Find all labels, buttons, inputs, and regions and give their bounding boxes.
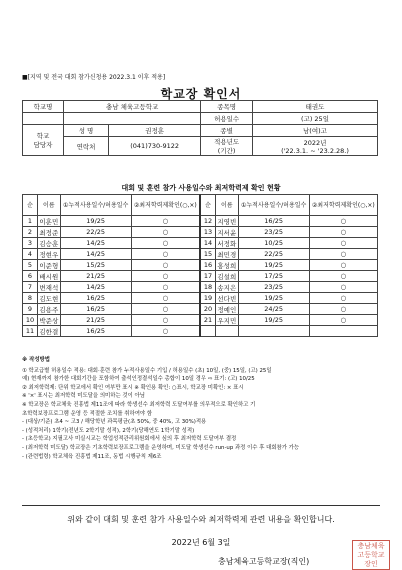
note-line: ※ '×' 표시는 최저학력 미도달을 의미하는 것이 아님 (22, 393, 145, 400)
roster-days-cell (238, 326, 309, 337)
roster-num-cell: 10 (23, 315, 38, 326)
roster-name-cell (216, 326, 239, 337)
roster-check-cell (309, 326, 377, 337)
roster-name-cell: 홍성희 (217, 261, 237, 270)
note-line: ① 학교급별 허용일수 적용: 대회·훈련 참가 누적사용일수 기입 / 허용일수 (초) 10일, (중) 15일, (고) 25일 (22, 367, 272, 374)
roster-days-cell: 19/25 (238, 293, 309, 304)
roster-check-cell: ○ (131, 304, 200, 315)
roster-num-cell: 6 (23, 271, 38, 282)
contact-value: (041)730-9122 (109, 137, 201, 156)
roster-num-cell: 3 (23, 238, 38, 249)
header-num: 순 (200, 195, 216, 216)
roster-name-cell: 최민경 (217, 250, 237, 259)
note-line: ② 최저학력제: 단위 학교에서 확인 여부만 표시 ※ 확인용 확인: ○표시, 학교장 미확인: × 표시 (22, 384, 244, 391)
roster-days-cell: 16/25 (238, 216, 309, 227)
roster-check-cell: ○ (131, 227, 200, 238)
roster-days-cell: 16/25 (60, 304, 131, 315)
roster-body (23, 216, 378, 337)
roster-name-cell: 우지민 (217, 316, 237, 325)
allowed-days-value: (고) 25일 (252, 113, 377, 125)
period-value: 2022년 ('22.3.1. ~ '23.2.28.) (252, 137, 377, 156)
roster-check-cell: ○ (131, 238, 200, 249)
header-name: 이름 (38, 195, 61, 216)
roster-days-cell: 22/25 (60, 227, 131, 238)
name-value: 권정훈 (109, 125, 201, 137)
roster-days-cell: 21/25 (60, 315, 131, 326)
roster-name-cell: 서정화 (217, 239, 237, 248)
roster-num-cell: 1 (23, 216, 38, 227)
empty-cell (23, 113, 64, 125)
roster-check-cell: ○ (131, 216, 200, 227)
note-line: - (최저학력 미도달) 학교장은 기초학력보장프로그램을 운영하며, 미도달 학생선수 run-up 과정 이수 후 대회참가 가능 (22, 444, 300, 451)
roster-name-cell: 송지은 (217, 283, 237, 292)
roster-check-cell: ○ (131, 249, 200, 260)
roster-days-cell: 14/25 (60, 238, 131, 249)
divider (22, 505, 380, 506)
roster-name-cell: 박준상 (39, 316, 59, 325)
roster-name-cell: 이준형 (39, 261, 59, 270)
gender-label: 종별 (201, 125, 253, 137)
roster-days-cell: 23/25 (238, 227, 309, 238)
note-line: 초학력보장프로그램 운영 등 적절한 조치를 취하여야 함 (22, 410, 153, 417)
roster-row (23, 238, 378, 249)
roster-days-cell: 19/25 (60, 216, 131, 227)
roster-row (23, 260, 378, 271)
roster-check-cell: ○ (309, 271, 377, 282)
roster-days-cell: 17/25 (238, 271, 309, 282)
roster-name-cell: 배시원 (39, 272, 59, 281)
roster-name-cell: 김용주 (39, 305, 59, 314)
note-line: 예) 현재까지 참가한 대회기간을 포함하여 출석인정결석일수 총합이 10일 경우 ⇨ 표기: (고) 10/25 (22, 376, 255, 383)
person-label: 학교 담당자 (23, 125, 64, 156)
roster-check-cell: ○ (309, 315, 377, 326)
contact-label: 연락처 (64, 137, 109, 156)
roster-num-cell: 8 (23, 293, 38, 304)
notes-heading: ※ 작성방법 (22, 357, 50, 363)
period-label: 적용년도 (기간) (201, 137, 253, 156)
roster-num-cell: 7 (23, 282, 38, 293)
roster-row (23, 326, 378, 337)
note-line: ※ 학교장은 학교체육 진흥법 제11조에 따라 학생선수 최저학력 도달여부를 의무적으로 확인하고 기 (22, 401, 256, 408)
roster-row (23, 249, 378, 260)
roster-num-cell: 11 (23, 326, 38, 337)
school-value: 충남 체육고등학교 (64, 101, 201, 113)
note-line: - (대상/기준) 초4 ~ 고3 / 해당학년 과목평균(초 50%, 중 40%, 고 30%)적용 (22, 419, 207, 426)
roster-name-cell: 김설희 (217, 272, 237, 281)
issue-date: 2022년 6월 3일 (171, 538, 231, 547)
school-label: 학교명 (23, 101, 64, 113)
document-title: 학교장 확인서 (160, 87, 242, 101)
roster-check-cell: ○ (309, 249, 377, 260)
confirm-statement: 위와 같이 대회 및 훈련 참가 사용일수와 최저학력제 관련 내용을 확인합니다. (67, 515, 335, 524)
empty-cell (64, 113, 201, 125)
roster-name-cell: 정현우 (39, 250, 59, 259)
roster-row (23, 227, 378, 238)
roster-num-cell: 2 (23, 227, 38, 238)
notes-section (22, 356, 382, 461)
roster-check-cell: ○ (309, 293, 377, 304)
header-days: ①누적사용일수/허용일수 (60, 195, 131, 216)
roster-num-cell: 17 (200, 271, 216, 282)
roster-num-cell: 16 (200, 260, 216, 271)
official-seal: 충남체육 고등학교 장인 (352, 540, 390, 570)
roster-days-cell: 16/25 (60, 326, 131, 337)
header-name: 이름 (216, 195, 239, 216)
roster-check-cell: ○ (131, 315, 200, 326)
event-label: 종목명 (201, 101, 253, 113)
roster-name-cell: 최정준 (39, 228, 59, 237)
roster-days-cell: 24/25 (238, 304, 309, 315)
roster-name-cell: 김도현 (39, 294, 59, 303)
roster-days-cell: 10/25 (238, 238, 309, 249)
roster-check-cell: ○ (309, 260, 377, 271)
roster-check-cell: ○ (309, 238, 377, 249)
info-table (22, 100, 378, 156)
roster-row (23, 315, 378, 326)
roster-check-cell: ○ (309, 282, 377, 293)
header-days: ①누적사용일수/허용일수 (238, 195, 309, 216)
allowed-days-label: 허용일수 (201, 113, 253, 125)
roster-check-cell: ○ (309, 304, 377, 315)
note-line: - (관련법령) 학교체육 진흥법 제11조, 동법 시행규칙 제6조 (22, 453, 162, 460)
roster-days-cell: 19/25 (238, 315, 309, 326)
roster-row (23, 271, 378, 282)
note-line: - (성적처리) 1학기(전년도 2학기말 성적), 2학기(당해연도 1학기말 성적) (22, 427, 195, 434)
roster-name-cell: 김한결 (39, 327, 59, 336)
roster-num-cell: 9 (23, 304, 38, 315)
roster-num-cell: 14 (200, 238, 216, 249)
name-label: 성 명 (64, 125, 109, 137)
roster-table (22, 194, 378, 337)
roster-days-cell: 22/25 (238, 249, 309, 260)
header-num: 순 (23, 195, 38, 216)
roster-row (23, 304, 378, 315)
roster-days-cell: 19/25 (238, 260, 309, 271)
roster-num-cell: 18 (200, 282, 216, 293)
roster-days-cell: 16/25 (60, 293, 131, 304)
roster-row (23, 282, 378, 293)
roster-days-cell: 15/25 (60, 260, 131, 271)
roster-num-cell: 4 (23, 249, 38, 260)
roster-name-cell: 선다빈 (217, 294, 237, 303)
roster-name-cell: 김승훈 (39, 239, 59, 248)
roster-name-cell: 지서윤 (217, 228, 237, 237)
event-value: 태권도 (252, 101, 377, 113)
roster-num-cell: 20 (200, 304, 216, 315)
roster-row (23, 216, 378, 227)
roster-days-cell: 23/25 (238, 282, 309, 293)
roster-check-cell: ○ (309, 227, 377, 238)
roster-num-cell: 12 (200, 216, 216, 227)
roster-num-cell: 19 (200, 293, 216, 304)
roster-check-cell: ○ (131, 293, 200, 304)
roster-check-cell: ○ (131, 260, 200, 271)
roster-check-cell: ○ (131, 282, 200, 293)
roster-days-cell: 14/25 (60, 282, 131, 293)
roster-num-cell (200, 326, 216, 337)
roster-check-cell: ○ (309, 216, 377, 227)
header-note: ■[지역 및 전국 대회 참가신청용 2022.3.1 이후 적용] (22, 74, 166, 81)
roster-name-cell: 이훈민 (39, 217, 59, 226)
roster-row (23, 293, 378, 304)
roster-days-cell: 21/25 (60, 271, 131, 282)
roster-check-cell: ○ (131, 326, 200, 337)
note-line: - (초등학교) 지필고사 미실시교는 학업성적관리위원회에서 심의 후 최저학력 도달여부 결정 (22, 436, 237, 443)
roster-num-cell: 21 (200, 315, 216, 326)
roster-name-cell: 변재석 (39, 283, 59, 292)
gender-value: 남(여)고 (252, 125, 377, 137)
header-check: ②최저학력제확인(○,×) (309, 195, 377, 216)
roster-days-cell: 14/25 (60, 249, 131, 260)
roster-name-cell: 정예인 (217, 305, 237, 314)
roster-check-cell: ○ (131, 271, 200, 282)
section-title: 대회 및 훈련 참가 사용일수와 최저학력제 확인 현황 (121, 184, 281, 192)
signer: 충남체육고등학교장(직인) (218, 557, 310, 566)
header-check: ②최저학력제확인(○,×) (131, 195, 200, 216)
roster-num-cell: 13 (200, 227, 216, 238)
roster-num-cell: 15 (200, 249, 216, 260)
roster-num-cell: 5 (23, 260, 38, 271)
roster-name-cell: 지영빈 (217, 217, 237, 226)
